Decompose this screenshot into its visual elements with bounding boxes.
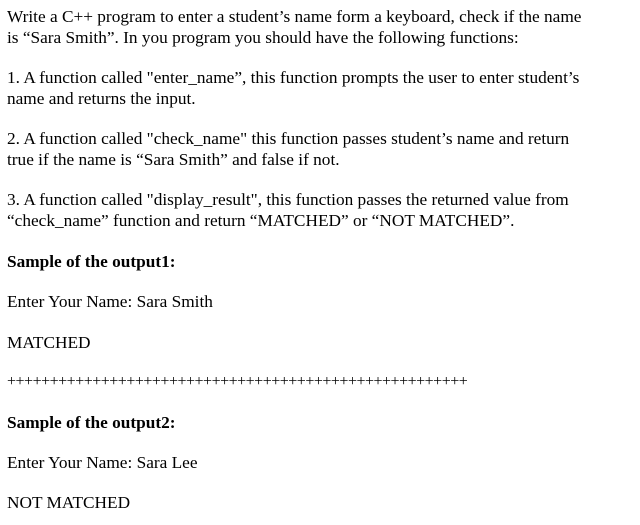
sample-1-prompt: Enter Your Name: Sara Smith xyxy=(7,292,213,311)
function-1-line-2: name and returns the input. xyxy=(7,89,196,108)
sample-2-heading: Sample of the output2: xyxy=(7,413,176,432)
sample-1-heading: Sample of the output1: xyxy=(7,252,176,271)
separator-line: ++++++++++++++++++++++++++++++++++++++++++++++++++++++ xyxy=(7,373,468,390)
function-2-line-2: true if the name is “Sara Smith” and false if not. xyxy=(7,150,340,169)
sample-2-prompt: Enter Your Name: Sara Lee xyxy=(7,453,198,472)
function-2-line-1: 2. A function called "check_name" this function passes student’s name and return xyxy=(7,129,570,148)
intro-line-2: is “Sara Smith”. In you program you should have the following functions: xyxy=(7,28,519,47)
sample-1-result: MATCHED xyxy=(7,333,91,352)
sample-2-result: NOT MATCHED xyxy=(7,493,131,512)
function-3-line-1: 3. A function called "display_result", this function passes the returned value from xyxy=(7,190,569,209)
function-3-line-2: “check_name” function and return “MATCHED” or “NOT MATCHED”. xyxy=(7,211,515,230)
function-1-line-1: 1. A function called "enter_name”, this function prompts the user to enter student’s xyxy=(7,68,580,87)
intro-line-1: Write a C++ program to enter a student’s name form a keyboard, check if the name xyxy=(7,7,582,26)
